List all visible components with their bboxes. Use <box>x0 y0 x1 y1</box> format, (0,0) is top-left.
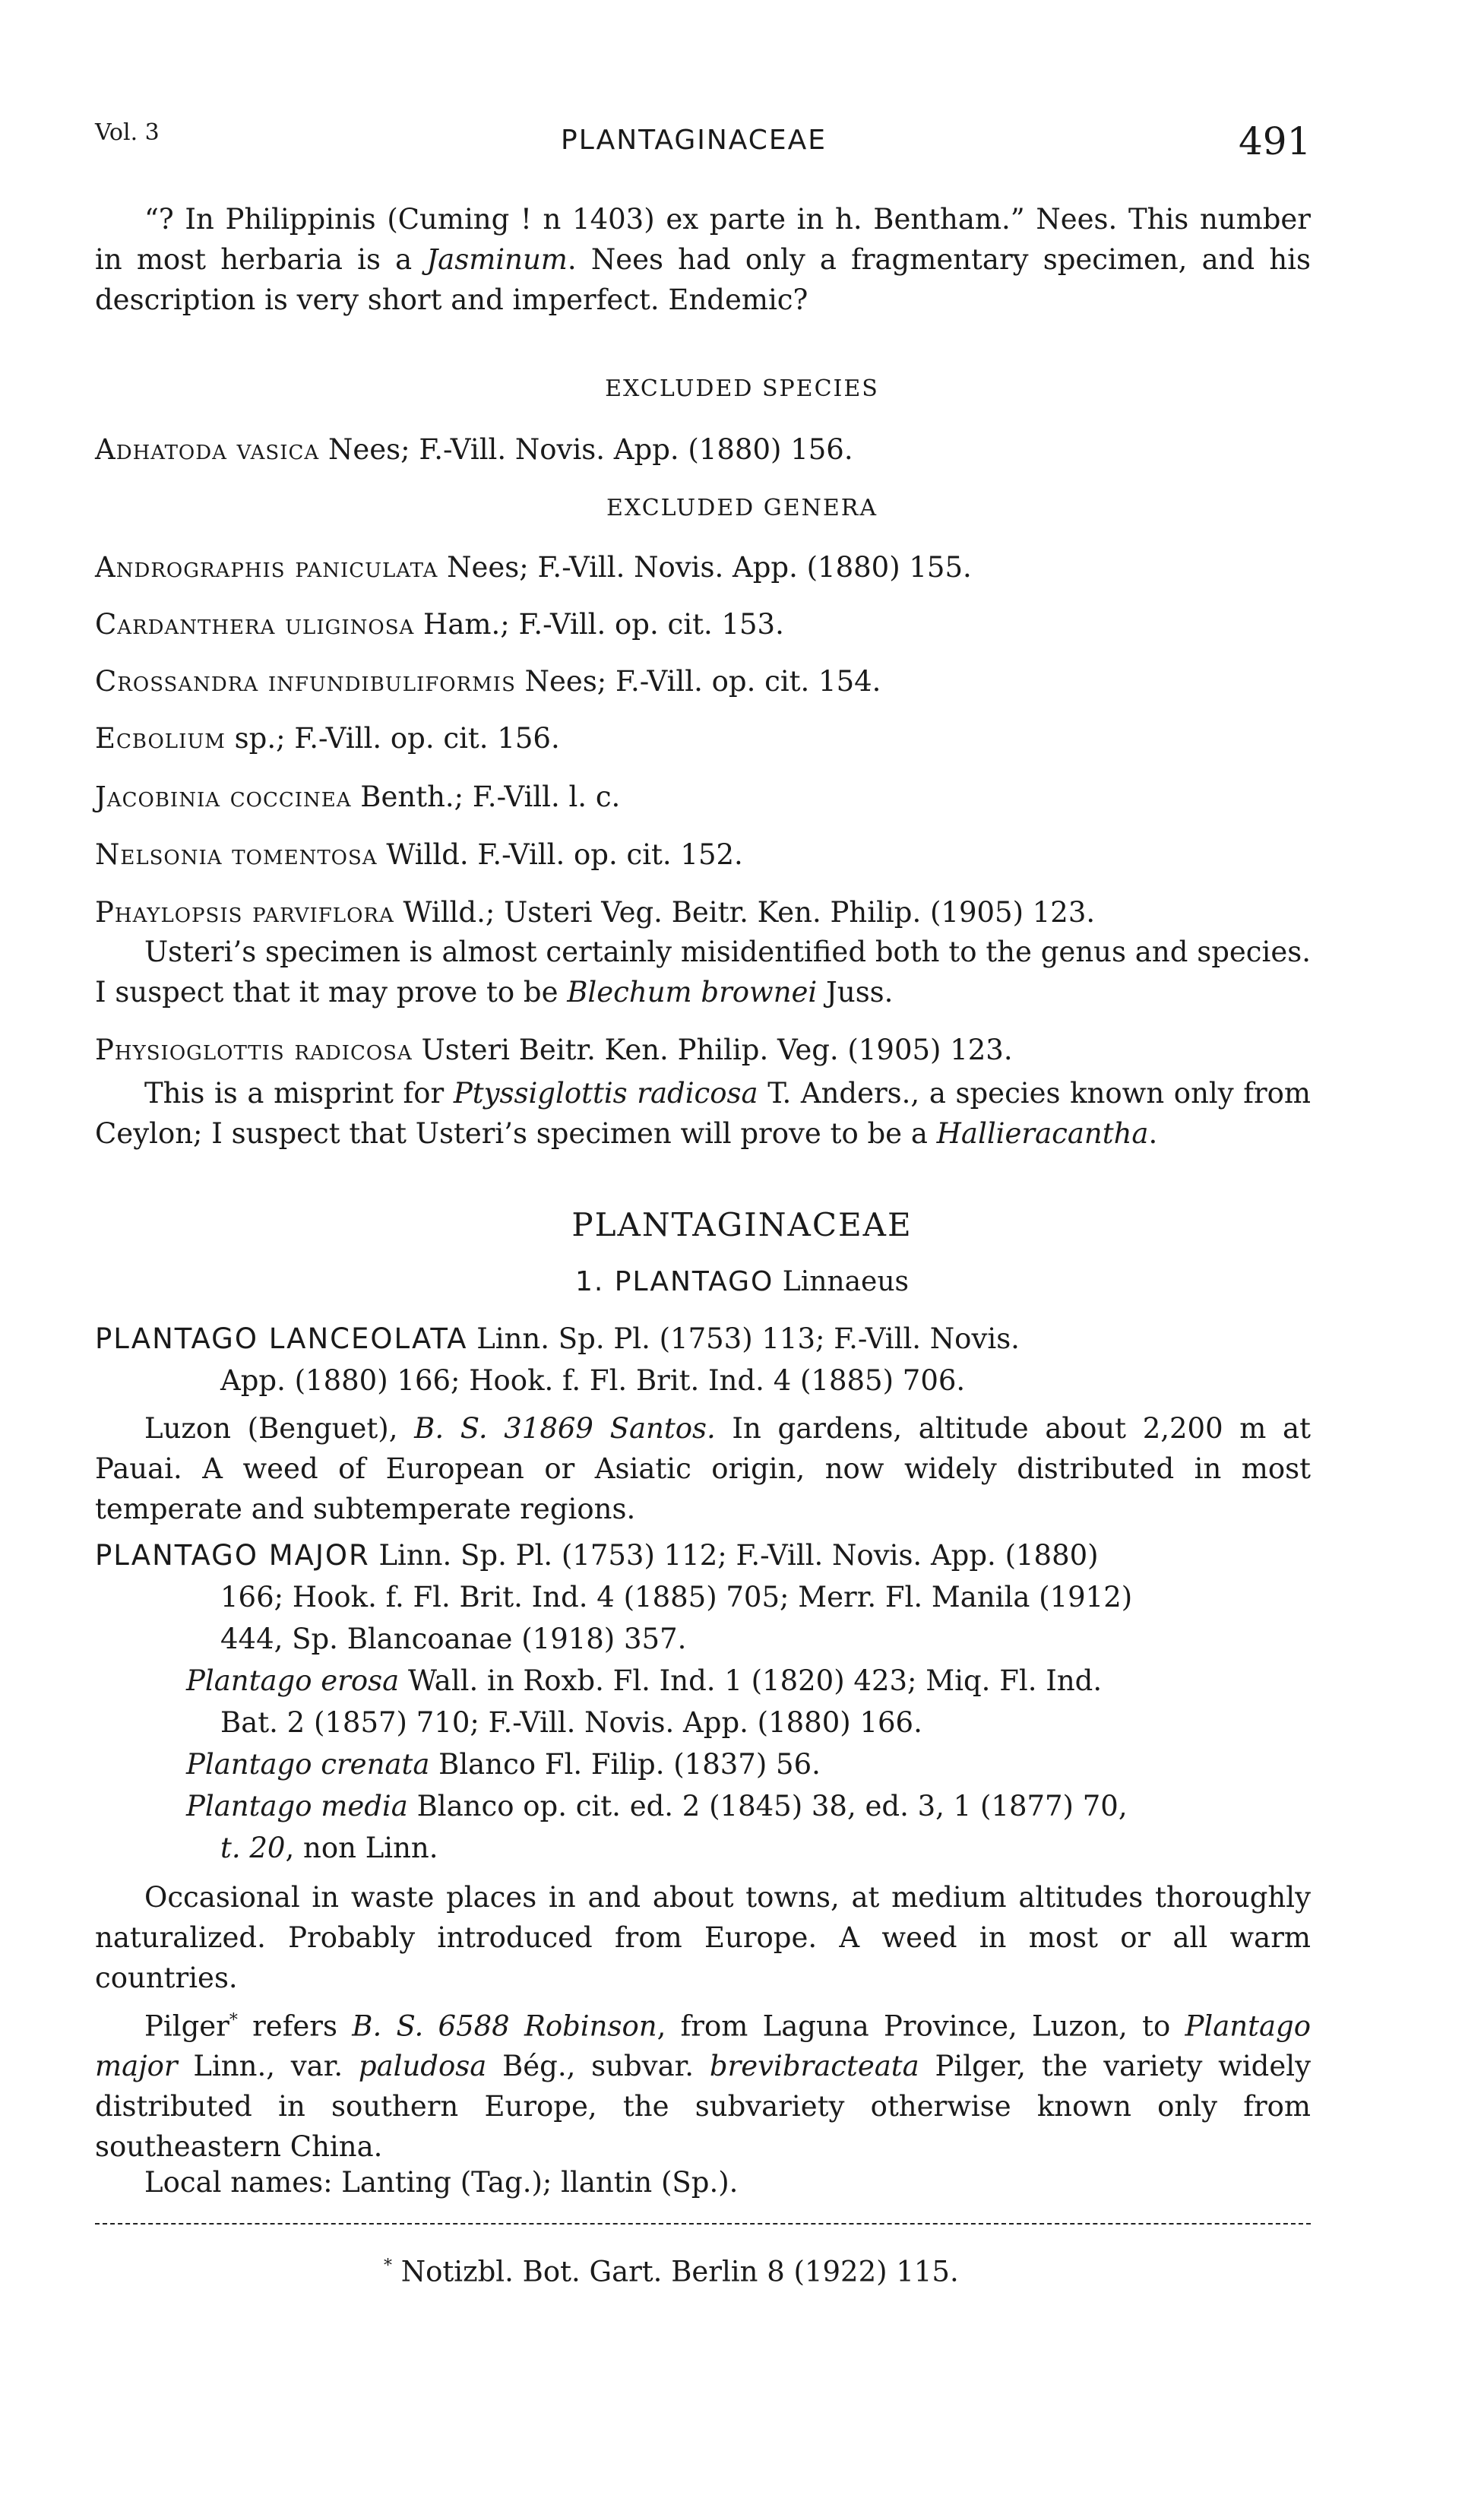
running-title: PLANTAGINACEAE <box>561 125 827 156</box>
excluded-genus-entry: Ecbolium sp.; F.-Vill. op. cit. 156. <box>95 722 560 755</box>
major-citation-line3: 444, Sp. Blancoanae (1918) 357. <box>220 1623 687 1655</box>
pilger-note: Pilger* refers B. S. 6588 Robinson, from Laguna Province, Luzon, to Plantago major Linn., var. paludosa Bég., subvar. brevibracteata Pilger, the variety widely distributed in southern Europe, the subvariety otherwise known only from southeastern China. <box>95 2009 1312 2164</box>
lanceolata-citation-line1: PLANTAGO LANCEOLATA Linn. Sp. Pl. (1753) 113; F.-Vill. Novis. <box>95 1322 1020 1355</box>
family-title: PLANTAGINACEAE <box>571 1206 913 1243</box>
synonym-crenata: Plantago crenata Blanco Fl. Filip. (1837) 56. <box>186 1748 821 1781</box>
page-number: 491 <box>1239 119 1312 163</box>
excluded-genus-entry: Andrographis paniculata Nees; F.-Vill. Novis. App. (1880) 155. <box>95 551 972 584</box>
excluded-genera-heading: EXCLUDED GENERA <box>606 495 878 521</box>
local-names: Local names: Lanting (Tag.); llantin (Sp.). <box>144 2166 739 2199</box>
excluded-species-heading: EXCLUDED SPECIES <box>605 375 879 402</box>
phaylopsis-note: Usteri’s specimen is almost certainly misidentified both to the genus and species. I suspect that it may prove to be Blechum brownei Juss. <box>95 936 1311 1009</box>
excluded-genus-entry: Crossandra infundibuliformis Nees; F.-Vill. op. cit. 154. <box>95 665 881 698</box>
footnote: * Notizbl. Bot. Gart. Berlin 8 (1922) 115. <box>384 2255 959 2288</box>
major-citation-line1: PLANTAGO MAJOR Linn. Sp. Pl. (1753) 112; F.-Vill. Novis. App. (1880) <box>95 1539 1099 1572</box>
physioglottis-note: This is a misprint for Ptyssiglottis radicosa T. Anders., a species known only from Ceylon; I suspect that Usteri’s specimen will prove to be a Hallieracantha. <box>95 1077 1312 1150</box>
genus-heading: 1. PLANTAGO Linnaeus <box>574 1266 910 1297</box>
synonym-erosa: Plantago erosa Wall. in Roxb. Fl. Ind. 1 (1820) 423; Miq. Fl. Ind. <box>186 1664 1103 1697</box>
synonym-erosa-line2: Bat. 2 (1857) 710; F.-Vill. Novis. App. (1880) 166. <box>220 1706 922 1739</box>
volume-label: Vol. 3 <box>95 119 160 146</box>
excluded-species-entry: Adhatoda vasica Nees; F.-Vill. Novis. App. (1880) 156. <box>95 433 853 466</box>
excluded-genus-entry: Phaylopsis parviflora Willd.; Usteri Veg. Beitr. Ken. Philip. (1905) 123. <box>95 896 1096 929</box>
synonym-media-line2: t. 20, non Linn. <box>220 1832 438 1864</box>
intro-paragraph: “? In Philippinis (Cuming ! n 1403) ex parte in h. Bentham.” Nees. This number in most herbaria is a Jasminum. Nees had only a fragmentary specimen, and his description is very short and imperfect. Endemic? <box>95 203 1311 316</box>
excluded-genus-entry: Nelsonia tomentosa Willd. F.-Vill. op. cit. 152. <box>95 838 743 871</box>
footnote-rule <box>95 2223 1311 2225</box>
major-citation-line2: 166; Hook. f. Fl. Brit. Ind. 4 (1885) 705; Merr. Fl. Manila (1912) <box>220 1581 1133 1613</box>
lanceolata-distribution: Luzon (Benguet), B. S. 31869 Santos. In gardens, altitude about 2,200 m at Pauai. A weed of European or Asiatic origin, now widely distributed in most temperate and subtemperate regions. <box>95 1412 1311 1525</box>
physioglottis-entry: Physioglottis radicosa Usteri Beitr. Ken. Philip. Veg. (1905) 123. <box>95 1034 1013 1066</box>
excluded-genus-entry: Cardanthera uliginosa Ham.; F.-Vill. op. cit. 153. <box>95 608 784 641</box>
major-habitat: Occasional in waste places in and about towns, at medium altitudes thoroughly naturalized. Probably introduced from Europe. A weed in most or all warm countries. <box>95 1881 1311 1994</box>
lanceolata-citation-line2: App. (1880) 166; Hook. f. Fl. Brit. Ind. 4 (1885) 706. <box>220 1364 966 1397</box>
synonym-media: Plantago media Blanco op. cit. ed. 2 (1845) 38, ed. 3, 1 (1877) 70, <box>186 1790 1128 1822</box>
excluded-genus-entry: Jacobinia coccinea Benth.; F.-Vill. l. c. <box>95 781 621 813</box>
